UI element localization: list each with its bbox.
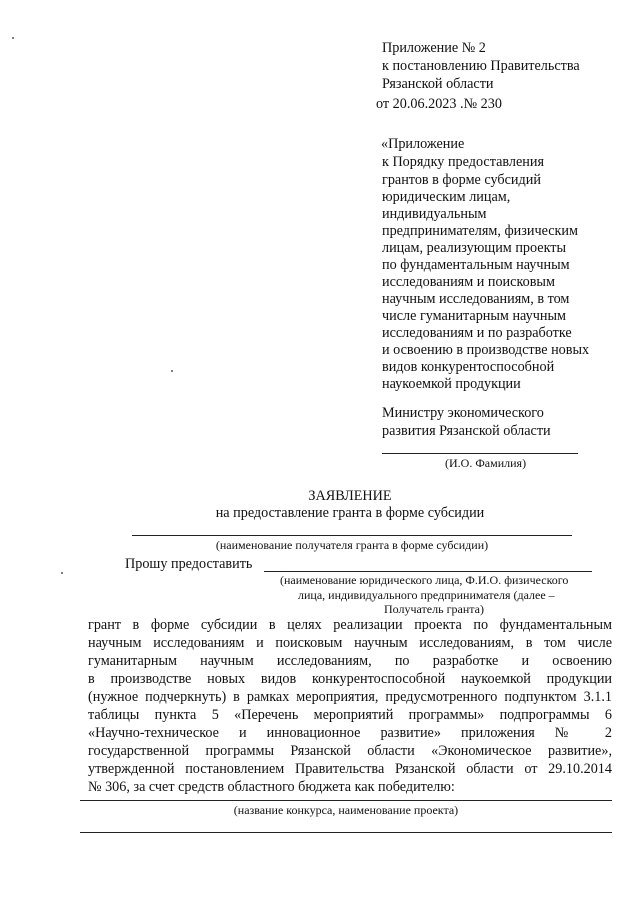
body-paragraph xyxy=(88,616,612,796)
procedure-line: исследованиям и по разработке xyxy=(382,325,572,341)
body-line: утвержденной постановлением Правительства Рязанской области от 29.10.2014 xyxy=(88,761,612,777)
scan-speck xyxy=(61,572,63,574)
procedure-line: индивидуальным xyxy=(382,206,487,222)
body-line: (нужное подчеркнуть) в рамках мероприятия, предусмотренного подпунктом 3.1.1 xyxy=(88,689,612,705)
appendix-region: Рязанской области xyxy=(382,76,494,92)
recipient-name-caption: (наименование получателя гранта в форме субсидии) xyxy=(215,538,489,552)
procedure-line: наукоемкой продукции xyxy=(382,376,521,392)
procedure-line: предпринимателям, физическим xyxy=(382,223,578,239)
body-line: государственной программы Рязанской области «Экономическое развитие», xyxy=(88,743,612,759)
procedure-line: к Порядку предоставления xyxy=(382,154,544,170)
appendix-date-number: от 20.06.2023 .№ 230 xyxy=(376,96,502,112)
request-label: Прошу предоставить xyxy=(125,556,253,572)
procedure-line: числе гуманитарным научным xyxy=(382,308,566,324)
addressee-line-2: развития Рязанской области xyxy=(382,423,551,439)
body-line: № 306, за счет средств областного бюджета как победителю: xyxy=(88,779,455,795)
appendix-number: Приложение № 2 xyxy=(382,40,486,56)
procedure-line: грантов в форме субсидий xyxy=(382,172,541,188)
request-caption-line: (наименование юридического лица, Ф.И.О. физического xyxy=(280,573,569,587)
procedure-line: и освоению в производстве новых xyxy=(382,342,590,358)
body-line: в производстве новых видов конкурентоспособной наукоемкой продукции xyxy=(88,671,612,687)
appendix-decree: к постановлению Правительства xyxy=(382,58,580,74)
addressee-name-rule xyxy=(382,453,578,454)
contest-second-rule xyxy=(80,832,612,833)
procedure-line: «Приложение xyxy=(381,136,465,152)
recipient-name-rule xyxy=(132,535,572,536)
procedure-line: лицам, реализующим проекты xyxy=(382,240,567,256)
procedure-line: научным исследованиям, в том xyxy=(382,291,570,307)
document-subtitle: на предоставление гранта в форме субсидии xyxy=(215,505,485,521)
document-title: ЗАЯВЛЕНИЕ xyxy=(308,488,392,504)
procedure-line: юридическим лицам, xyxy=(382,189,511,205)
contest-name-caption: (название конкурса, наименование проекта) xyxy=(233,803,459,817)
request-caption-line: лица, индивидуального предпринимателя (далее – xyxy=(298,588,555,602)
scan-speck xyxy=(171,370,173,372)
body-line: гуманитарным научным исследованиям, по разработке и освоению xyxy=(88,653,612,669)
body-line: таблицы пункта 5 «Перечень мероприятий программы» подпрограммы 6 xyxy=(88,707,612,723)
scan-speck xyxy=(12,37,14,39)
procedure-line: видов конкурентоспособной xyxy=(382,359,555,375)
body-line: научным исследованиям и поисковым научным исследованиям, в том числе xyxy=(88,635,612,651)
contest-name-rule xyxy=(80,800,612,801)
body-line: грант в форме субсидии в целях реализации проекта по фундаментальным xyxy=(88,617,612,633)
addressee-line-1: Министру экономического xyxy=(382,405,544,421)
addressee-name-caption: (И.О. Фамилия) xyxy=(445,456,527,470)
procedure-line: по фундаментальным научным xyxy=(382,257,570,273)
body-line: «Научно-техническое и инновационное развитие» приложения № 2 xyxy=(88,725,612,741)
request-caption-line: Получатель гранта) xyxy=(384,602,484,616)
procedure-line: исследованиям и поисковым xyxy=(382,274,555,290)
request-name-rule xyxy=(264,571,592,572)
